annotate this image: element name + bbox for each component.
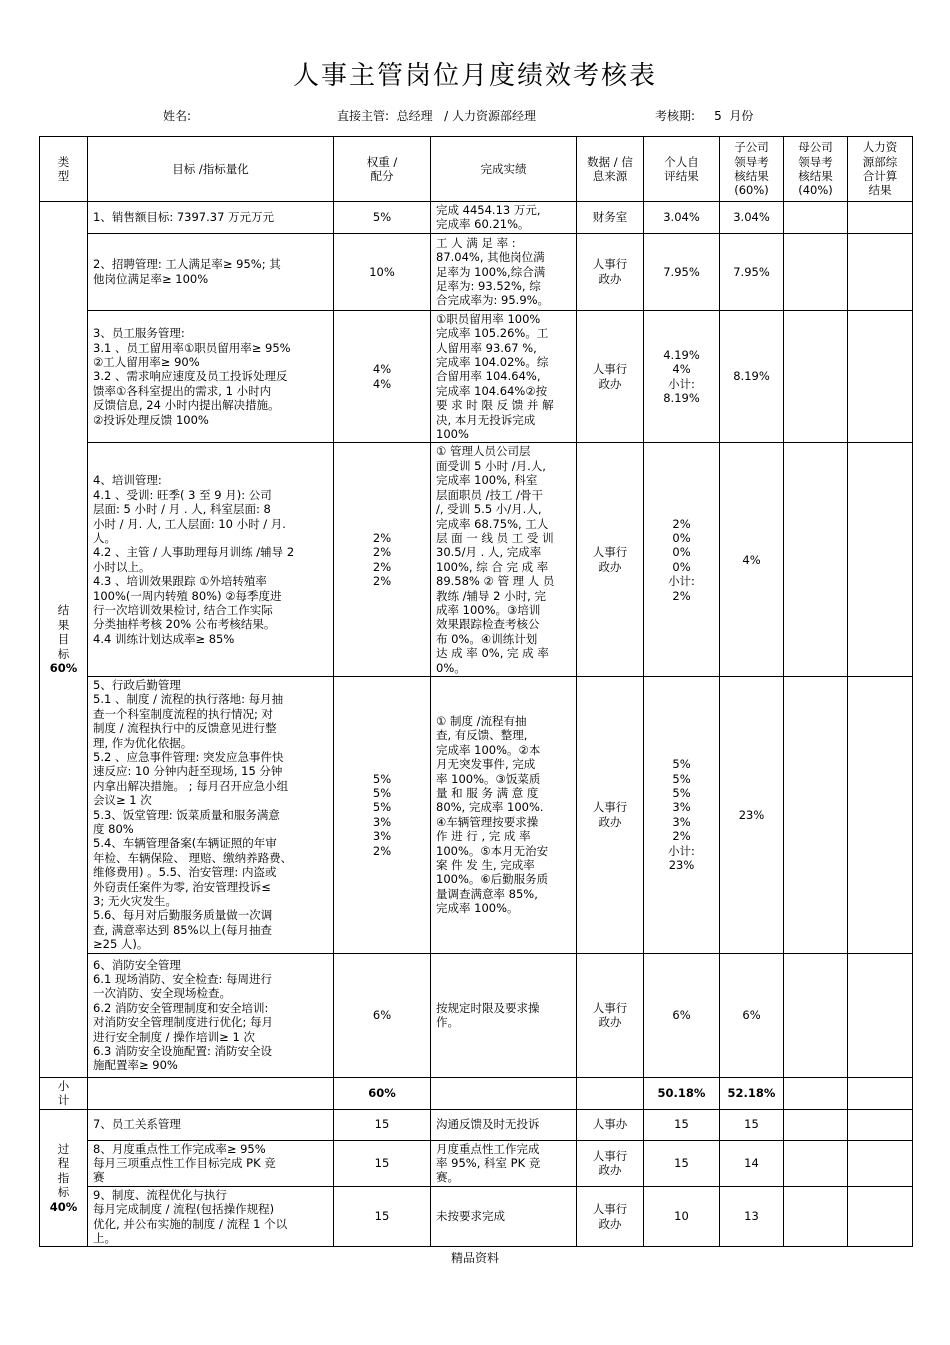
sub-leader-cell: 14 [720,1140,784,1186]
weight-cell: 5% [334,202,431,234]
sub-leader-cell: 23% [720,676,784,953]
weight-cell: 5% 5% 5% 3% 3% 2% [334,676,431,953]
sub-leader-cell: 4% [720,443,784,677]
table-row [40,676,913,953]
subtotal-row [40,1077,913,1109]
subtotal-label: 小 计 [40,1077,88,1109]
result-cell: ① 制度 /流程有抽 查, 有反馈、整理, 完成率 100%。②本 月无突发事件, 完成 率 100%。③饭菜质 量 和 服 务 满 意 度 80%, 完成率 100%. ④车辆管理按要求操 作 进 行 , 完 成 率 100%。⑤本月无治安 案 件 发 生, 完成率 100%。⑥后勤服务质 量调查满意率 85%, 完成率 100%。 [431,676,577,953]
group-process-text: 过 程 指 标 [57,1141,70,1200]
parent-leader-cell [784,1186,848,1247]
self-eval-cell: 3.04% [644,202,720,234]
header-result: 完成实绩 [431,137,577,202]
target-cell: 2、招聘管理: 工人满足率≥ 95%; 其 他岗位满足率≥ 100% [88,233,334,310]
parent-leader-cell [784,1077,848,1109]
source-cell: 财务室 [577,202,644,234]
group-process-label [40,1109,88,1247]
source-cell: 人事行 政办 [577,443,644,677]
header-source: 数据 / 信 息来源 [577,137,644,202]
group-result-pct: 60% [49,660,78,675]
subtotal-self-eval: 50.18% [644,1077,720,1109]
subtotal-result-cell [431,1077,577,1109]
parent-leader-cell [784,953,848,1077]
hr-total-cell [848,1140,913,1186]
table-row [40,233,913,310]
group-result-label [40,202,88,1078]
hr-total-cell [848,1077,913,1109]
weight-cell: 6% [334,953,431,1077]
header-type: 类 型 [40,137,88,202]
subtotal-weight: 60% [334,1077,431,1109]
target-cell: 8、月度重点性工作完成率≥ 95% 每月三项重点性工作目标完成 PK 竞 赛 [88,1140,334,1186]
parent-leader-cell [784,443,848,677]
source-cell: 人事办 [577,1109,644,1140]
parent-leader-cell [784,1140,848,1186]
self-eval-cell: 15 [644,1140,720,1186]
name-label: 姓名: [163,109,192,123]
source-cell: 人事行 政办 [577,676,644,953]
page-title: 人事主管岗位月度绩效考核表 [292,61,657,91]
table-row [40,1109,913,1140]
self-eval-cell: 4.19% 4% 小计: 8.19% [644,310,720,443]
weight-cell: 2% 2% 2% 2% [334,443,431,677]
result-cell: ①职员留用率 100% 完成率 105.26%。工 人留用率 93.67 %, 完成率 104.02%。综 合留用率 104.64%, 完成率 104.64%②按 要 求 时 限 反 馈 并 解 决, 本月无投诉完成 100% [431,310,577,443]
header-hr-total: 人力资 源部综 合计算 结果 [848,137,913,202]
result-cell: 月度重点性工作完成 率 95%, 科室 PK 竞 赛。 [431,1140,577,1186]
parent-leader-cell [784,1109,848,1140]
self-eval-cell: 5% 5% 5% 3% 3% 2% 小计: 23% [644,676,720,953]
hr-total-cell [848,1186,913,1247]
self-eval-cell: 10 [644,1186,720,1247]
sub-leader-cell: 15 [720,1109,784,1140]
target-cell: 6、消防安全管理 6.1 现场消防、安全检查: 每周进行 一次消防、安全现场检查。 6.2 消防安全管理制度和安全培训: 对消防安全管理制度进行优化; 每月 进行安全制度 / 操作培训≥ 1 次 6.3 消防安全设施配置: 消防安全设 施配置率≥ 90% [88,953,334,1077]
result-cell: ① 管理人员公司层 面受训 5 小时 /月.人, 完成率 100%, 科室 层面职员 /技工 /骨干 /, 受训 5.5 小/月.人, 完成率 68.75%, 工人 层 面 一 线 员 工 受 训 30.5/月 . 人, 完成率 100%, 综 合 完 成 率 89.58% ② 管 理 人 员 教练 /辅导 2 小时, 完 成率 100%。③培训 效果跟踪检查考核公 布 0%。④训练计划 达 成 率 0%, 完 成 率 0%。 [431,443,577,677]
evaluation-table [39,136,913,1247]
header-target: 目标 /指标量化 [88,137,334,202]
target-cell: 3、员工服务管理: 3.1 、员工留用率①职员留用率≥ 95% ②工人留用率≥ 90% 3.2 、需求响应速度及员工投诉处理反 馈率①各科室提出的需求, 1 小时内 反馈信息, 24 小时内提出解决措施。 ②投诉处理反馈 100% [88,310,334,443]
result-cell: 完成 4454.13 万元, 完成率 60.21%。 [431,202,577,234]
hr-total-cell [848,233,913,310]
result-cell: 工 人 满 足 率 : 87.04%, 其他岗位满 足率为 100%,综合满 足率为: 93.52%, 综 合完成率为: 95.9%。 [431,233,577,310]
table-row [40,202,913,234]
self-eval-cell: 2% 0% 0% 0% 小计: 2% [644,443,720,677]
hr-total-cell [848,1109,913,1140]
source-cell: 人事行 政办 [577,953,644,1077]
sub-leader-cell: 13 [720,1186,784,1247]
weight-cell: 15 [334,1186,431,1247]
result-cell: 未按要求完成 [431,1186,577,1247]
target-cell: 7、员工关系管理 [88,1109,334,1140]
table-row [40,953,913,1077]
header-parent-leader: 母公司 领导考 核结果 (40%) [784,137,848,202]
weight-cell: 15 [334,1140,431,1186]
result-cell: 按规定时限及要求操 作。 [431,953,577,1077]
self-eval-cell: 6% [644,953,720,1077]
supervisor-label: 直接主管: 总经理 / 人力资源部经理 [337,109,536,123]
group-result-text: 结 果 目 标 [57,603,70,661]
subtotal-source-cell [577,1077,644,1109]
target-cell: 4、培训管理: 4.1 、受训: 旺季( 3 至 9 月): 公司 层面: 5 小时 / 月 . 人, 科室层面: 8 小时 / 月. 人, 工人层面: 10 小时 / 月. 人。 4.2 、主管 / 人事助理每月训练 /辅导 2 小时以上。 4.3 、培训效果跟踪 ①外培转殖率 100%(一周内转殖 80%) ②每季度进 行一次培训效果检讨, 结合工作实际 分类抽样考核 20% 公布考核结果。 4.4 训练计划达成率≥ 85% [88,443,334,677]
weight-cell: 15 [334,1109,431,1140]
self-eval-cell: 15 [644,1109,720,1140]
sub-leader-cell: 3.04% [720,202,784,234]
hr-total-cell [848,443,913,677]
header-sub-leader: 子公司 领导考 核结果 (60%) [720,137,784,202]
subtotal-target-cell [88,1077,334,1109]
parent-leader-cell [784,202,848,234]
source-cell: 人事行 政办 [577,1186,644,1247]
source-cell: 人事行 政办 [577,233,644,310]
sub-leader-cell: 8.19% [720,310,784,443]
target-cell: 5、行政后勤管理 5.1 、制度 / 流程的执行落地: 每月抽 查一个科室制度流程的执行情况; 对 制度 / 流程执行中的反馈意见进行整 理, 作为优化依据。 5.2 、应急事件管理: 突发应急事件快 速反应: 10 分钟内赶至现场, 15 分钟 内拿出解决措施。 ; 每月召开应急小组 会议≥ 1 次 5.3、饭堂管理: 饭菜质量和服务满意 度 80% 5.4、车辆管理备案(车辆证照的年审 年检、车辆保险、 理赔、缴纳养路费、 维修费用) 。5.5、治安管理: 内盗或 外窃责任案件为零, 治安管理投诉≤ 3; 无火灾发生。 5.6、每月对后勤服务质量做一次调 查, 满意率达到 85%以上(每月抽查 ≥25 人)。 [88,676,334,953]
source-cell: 人事行 政办 [577,1140,644,1186]
parent-leader-cell [784,676,848,953]
target-cell: 9、制度、流程优化与执行 每月完成制度 / 流程(包括操作规程) 优化, 并公布实施的制度 / 流程 1 个以 上。 [88,1186,334,1247]
footer-text: 精品资料 [450,1251,499,1265]
parent-leader-cell [784,310,848,443]
header-row [40,137,913,202]
self-eval-cell: 7.95% [644,233,720,310]
weight-cell: 4% 4% [334,310,431,443]
sub-leader-cell: 6% [720,953,784,1077]
result-cell: 沟通反馈及时无投诉 [431,1109,577,1140]
group-process-pct: 40% [49,1199,78,1214]
hr-total-cell [848,310,913,443]
parent-leader-cell [784,233,848,310]
source-cell: 人事行 政办 [577,310,644,443]
subtotal-sub-leader: 52.18% [720,1077,784,1109]
hr-total-cell [848,953,913,1077]
header-weight: 权重 / 配分 [334,137,431,202]
sub-leader-cell: 7.95% [720,233,784,310]
header-self-eval: 个人自 评结果 [644,137,720,202]
hr-total-cell [848,676,913,953]
table-row [40,310,913,443]
table-row [40,1186,913,1247]
hr-total-cell [848,202,913,234]
table-row [40,1140,913,1186]
table-row [40,443,913,677]
period-label: 考核期: 5 月份 [655,109,754,123]
weight-cell: 10% [334,233,431,310]
target-cell: 1、销售额目标: 7397.37 万元万元 [88,202,334,234]
